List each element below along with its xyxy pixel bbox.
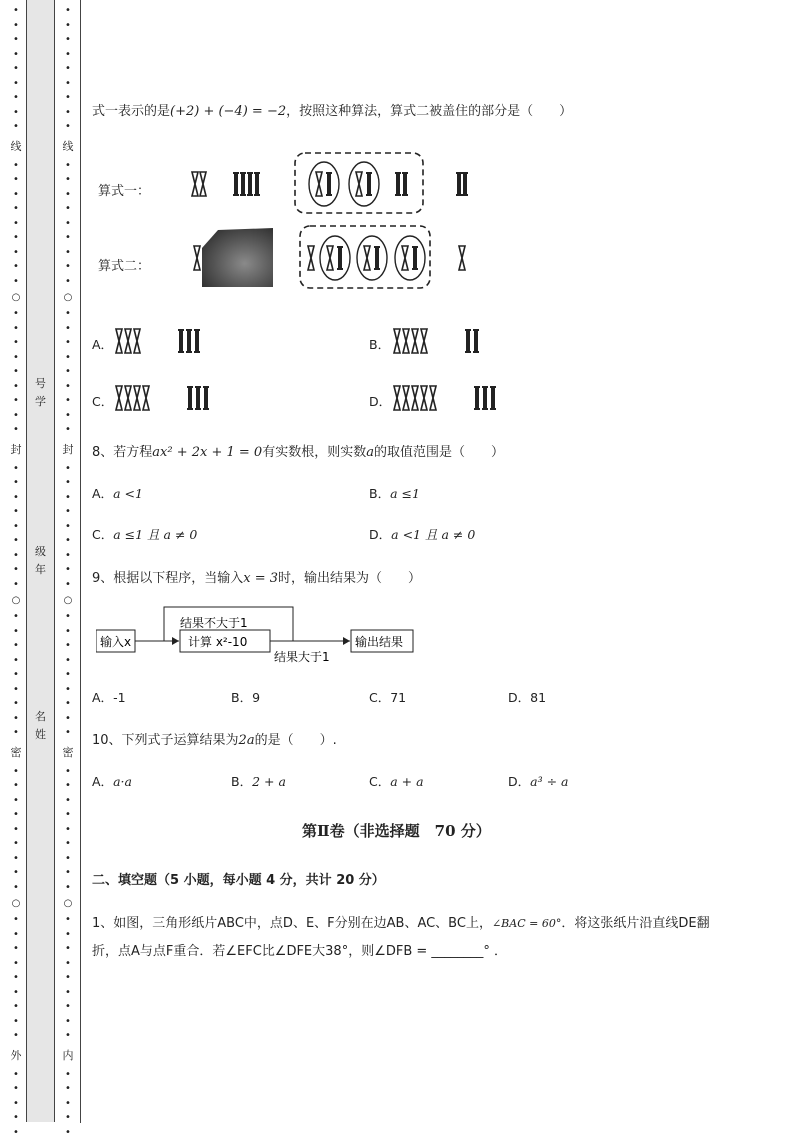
dot: • (10, 712, 22, 727)
binding-mark: 内 (62, 1047, 74, 1065)
dot: • (10, 275, 22, 290)
dot: • (10, 726, 22, 741)
q7-option-c[interactable]: C． (92, 392, 113, 410)
q9-option-b[interactable]: B．9 (231, 688, 260, 706)
dot: • (62, 1029, 74, 1044)
dot: • (62, 307, 74, 322)
dot: • (10, 106, 22, 121)
dot: • (10, 1029, 22, 1044)
dot: • (62, 563, 74, 578)
binding-mark: 封 (10, 441, 22, 459)
q9-stem: 9、根据以下程序，当输入x = 3时，输出结果为（ ） (92, 567, 421, 586)
circle-mark: ○ (62, 897, 74, 911)
dot: • (10, 1082, 22, 1097)
dot: • (62, 77, 74, 92)
dot: • (10, 808, 22, 823)
dot: • (62, 351, 74, 366)
dot: • (62, 779, 74, 794)
part2-title: 第Ⅱ卷（非选择题 70 分） (302, 820, 491, 841)
formula1-rods (192, 153, 468, 213)
dot: • (10, 957, 22, 972)
binding-mark: 密 (62, 744, 74, 762)
q8-option-c[interactable]: C．a ≤1 且 a ≠ 0 (92, 525, 197, 543)
dot: • (62, 91, 74, 106)
dot: • (62, 159, 74, 174)
dot: • (10, 188, 22, 203)
dot: • (10, 351, 22, 366)
dot: • (62, 33, 74, 48)
dot: • (10, 120, 22, 135)
dot: • (10, 462, 22, 477)
dot: • (10, 62, 22, 77)
dot: • (62, 654, 74, 669)
dot: • (62, 1111, 74, 1126)
binding-margin (0, 0, 82, 1123)
q7-stem: 式一表示的是(+2) + (−4) = −2，按照这种算法，算式二被盖住的部分是（ ） (92, 100, 572, 119)
flow-output-text: 输出结果 (355, 634, 403, 649)
dot: • (62, 683, 74, 698)
dot: • (62, 217, 74, 232)
dot: • (10, 394, 22, 409)
dot: • (62, 726, 74, 741)
flow-greater-text: 结果大于1 (274, 649, 330, 664)
dot: • (62, 462, 74, 477)
q10-option-b[interactable]: B．2 + a (231, 772, 286, 790)
circle-mark: ○ (10, 291, 22, 305)
dot: • (62, 246, 74, 261)
dot: • (10, 639, 22, 654)
formula2-rods (194, 226, 465, 288)
dot: • (10, 491, 22, 506)
dot: • (10, 534, 22, 549)
margin-border (80, 0, 81, 1123)
dot: • (10, 307, 22, 322)
dot: • (10, 683, 22, 698)
q9-option-c[interactable]: C．71 (369, 688, 406, 706)
q8-stem: 8、若方程ax² + 2x + 1 = 0有实数根，则实数a的取值范围是（ ） (92, 441, 504, 460)
dot: • (62, 837, 74, 852)
dot: • (10, 1126, 22, 1140)
dot: • (10, 837, 22, 852)
dot: • (62, 275, 74, 290)
dot: • (62, 866, 74, 881)
dot: • (62, 1068, 74, 1083)
dot: • (10, 1000, 22, 1015)
q10-stem: 10、下列式子运算结果为2a的是（ ）. (92, 729, 337, 748)
right-dotted-line (62, 4, 74, 1140)
dot: • (10, 794, 22, 809)
name-label: 名 姓 (27, 708, 54, 744)
q7-option-a[interactable]: A． (92, 335, 113, 353)
dot: • (62, 1000, 74, 1015)
dot: • (62, 120, 74, 135)
dot: • (10, 322, 22, 337)
dot: • (62, 986, 74, 1001)
q8-option-b[interactable]: B．a ≤1 (369, 484, 420, 502)
dot: • (62, 423, 74, 438)
dot: • (62, 476, 74, 491)
dot: • (62, 173, 74, 188)
binding-mark: 外 (10, 1047, 22, 1065)
dot: • (62, 625, 74, 640)
dot: • (62, 881, 74, 896)
dot: • (10, 159, 22, 174)
circle-mark: ○ (62, 594, 74, 608)
circle-mark: ○ (62, 291, 74, 305)
dot: • (62, 852, 74, 867)
formula1-label: 算式一： (98, 180, 150, 199)
dot: • (10, 336, 22, 351)
dot: • (62, 639, 74, 654)
flow-input-text: 输入x (100, 634, 131, 649)
dot: • (62, 394, 74, 409)
dot: • (10, 942, 22, 957)
dot: • (62, 1126, 74, 1140)
dot: • (10, 505, 22, 520)
dot: • (62, 928, 74, 943)
ink-blot-cover (202, 228, 273, 287)
formula2-label: 算式二： (98, 255, 150, 274)
dot: • (62, 260, 74, 275)
fill-in-section-heading: 二、填空题（5 小题，每小题 4 分，共计 20 分） (92, 869, 385, 888)
dot: • (10, 77, 22, 92)
dot: • (10, 779, 22, 794)
dot: • (10, 668, 22, 683)
dot: • (62, 231, 74, 246)
q7-options-rods (112, 326, 532, 426)
dot: • (10, 578, 22, 593)
dot: • (62, 62, 74, 77)
fill1-line2: 折，点A与点F重合．若∠EFC比∠DFE大38°，则∠DFB = ________° ． (92, 940, 507, 959)
dot: • (62, 534, 74, 549)
dot: • (62, 913, 74, 928)
dot: • (62, 610, 74, 625)
dot: • (62, 202, 74, 217)
dot: • (62, 942, 74, 957)
dot: • (62, 4, 74, 19)
dot: • (62, 505, 74, 520)
dot: • (62, 1097, 74, 1112)
dot: • (10, 549, 22, 564)
dot: • (10, 765, 22, 780)
dot: • (10, 173, 22, 188)
dot: • (62, 322, 74, 337)
dot: • (10, 4, 22, 19)
dot: • (62, 48, 74, 63)
dot: • (62, 971, 74, 986)
dot: • (62, 106, 74, 121)
q10-option-d[interactable]: D．a³ ÷ a (508, 772, 568, 790)
dot: • (10, 986, 22, 1001)
dot: • (10, 625, 22, 640)
counting-rods-figure (172, 148, 552, 298)
dot: • (62, 380, 74, 395)
dot: • (10, 423, 22, 438)
dot: • (10, 520, 22, 535)
q7-option-d[interactable]: D． (369, 392, 391, 410)
binding-mark: 线 (62, 138, 74, 156)
dot: • (10, 1015, 22, 1030)
fill1-line1: 1、如图，三角形纸片ABC中，点D、E、F分别在边AB、AC、BC上，∠BAC = 60°．将这张纸片沿直线DE翻 (92, 912, 710, 931)
dot: • (10, 881, 22, 896)
dot: • (62, 365, 74, 380)
dot: • (10, 1111, 22, 1126)
q8-option-a[interactable]: A．a <1 (92, 484, 143, 502)
q10-option-c[interactable]: C．a + a (369, 772, 424, 790)
dot: • (62, 1015, 74, 1030)
dot: • (62, 668, 74, 683)
dot: • (10, 852, 22, 867)
dot: • (10, 380, 22, 395)
dot: • (62, 409, 74, 424)
dot: • (10, 19, 22, 34)
dot: • (10, 928, 22, 943)
binding-mark: 密 (10, 744, 22, 762)
left-dotted-line (10, 4, 22, 1140)
dot: • (10, 217, 22, 232)
dot: • (62, 336, 74, 351)
student-info-band (26, 0, 55, 1122)
dot: • (10, 654, 22, 669)
q9-option-d[interactable]: D．81 (508, 688, 546, 706)
dot: • (62, 823, 74, 838)
dot: • (10, 697, 22, 712)
dot: • (10, 971, 22, 986)
dot: • (62, 520, 74, 535)
dot: • (62, 808, 74, 823)
dot: • (10, 91, 22, 106)
dot: • (10, 476, 22, 491)
dot: • (62, 188, 74, 203)
dot: • (62, 1082, 74, 1097)
dot: • (10, 365, 22, 380)
dot: • (10, 33, 22, 48)
dot: • (62, 765, 74, 780)
q7-option-b[interactable]: B． (369, 335, 390, 353)
dot: • (10, 913, 22, 928)
dot: • (10, 260, 22, 275)
dot: • (10, 231, 22, 246)
dot: • (10, 563, 22, 578)
q9-option-a[interactable]: A．-1 (92, 688, 126, 706)
dot: • (62, 491, 74, 506)
binding-mark: 线 (10, 138, 22, 156)
flow-compute-text: 计算 x²-10 (188, 634, 247, 649)
binding-mark: 封 (62, 441, 74, 459)
dot: • (10, 246, 22, 261)
dot: • (10, 48, 22, 63)
circle-mark: ○ (10, 594, 22, 608)
grade-label: 级 年 (27, 543, 54, 579)
circle-mark: ○ (10, 897, 22, 911)
q8-option-d[interactable]: D．a <1 且 a ≠ 0 (369, 525, 475, 543)
dot: • (10, 1097, 22, 1112)
dot: • (10, 866, 22, 881)
dot: • (62, 794, 74, 809)
dot: • (10, 610, 22, 625)
dot: • (10, 823, 22, 838)
dot: • (62, 697, 74, 712)
q9-flowchart (96, 604, 426, 666)
q10-option-a[interactable]: A．a·a (92, 772, 132, 790)
dot: • (10, 202, 22, 217)
dot: • (62, 578, 74, 593)
dot: • (62, 549, 74, 564)
dot: • (10, 409, 22, 424)
dot: • (10, 1068, 22, 1083)
dot: • (62, 957, 74, 972)
dot: • (62, 712, 74, 727)
dot: • (62, 19, 74, 34)
flow-not-greater-text: 结果不大于1 (180, 615, 248, 630)
student-number-label: 号 学 (27, 375, 54, 411)
